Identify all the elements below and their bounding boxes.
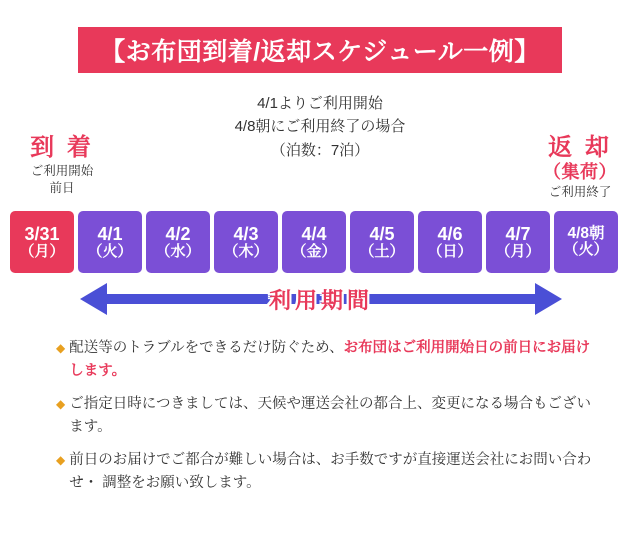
diamond-bullet-icon: ◆ [56, 452, 66, 467]
usage-summary-line-1: 4/1よりご利用開始 [257, 95, 383, 112]
note-text: ご指定日時につきましては、天候や運送会社の都合上、変更になる場合もございます。 [69, 395, 591, 436]
date-box [486, 211, 550, 273]
date-box-weekday: （月） [19, 242, 65, 260]
note-text: 前日のお届けでご都合が難しい場合は、お手数ですが直接運送会社にお問い合わせ・ 調整をお願い致します。 [69, 451, 592, 492]
arrival-label-note-1: ご利用開始 [30, 163, 94, 178]
usage-summary-line-2: 4/8朝にご利用終了の場合 [234, 118, 406, 136]
date-box-weekday: （水） [155, 242, 201, 260]
date-box-weekday: （月） [495, 242, 541, 260]
date-box-date: 4/7 [505, 223, 531, 244]
return-label [524, 134, 636, 201]
date-box-date: 4/3 [233, 223, 259, 244]
date-box [214, 211, 278, 273]
diamond-bullet-icon: ◆ [56, 396, 66, 411]
date-box-weekday: （木） [223, 242, 269, 260]
date-box [10, 211, 74, 273]
return-label-title: 返 却 [548, 134, 612, 161]
date-box-row [10, 211, 630, 273]
arrival-label [6, 134, 118, 197]
list-item [56, 337, 601, 384]
date-box-weekday: （土） [359, 242, 405, 260]
date-box-weekday: （火） [563, 241, 609, 259]
note-text-emphasis: お布団はご利用開始日の前日にお届けします。 [69, 340, 591, 380]
usage-period-label: 利用期間 [268, 288, 373, 313]
arrival-label-title: 到 着 [30, 134, 94, 161]
arrival-label-note-2: 前日 [49, 181, 75, 196]
date-box [350, 211, 414, 273]
diamond-bullet-icon: ◆ [56, 341, 66, 355]
header-banner [78, 27, 562, 73]
date-box [146, 211, 210, 273]
date-box-weekday: （火） [87, 242, 133, 260]
date-box [554, 211, 618, 273]
page-title: 【お布団到着/返却スケジュール一例】 [100, 38, 540, 66]
list-item [56, 393, 601, 440]
date-box-date: 4/1 [97, 223, 123, 244]
return-label-note: ご利用終了 [548, 185, 612, 200]
usage-summary-line-3: （泊数：7泊） [270, 141, 370, 159]
date-box [78, 211, 142, 273]
usage-summary [160, 92, 480, 162]
date-box-date: 4/5 [369, 223, 395, 244]
list-item [56, 449, 601, 496]
date-box-weekday: （金） [291, 242, 337, 260]
date-box [418, 211, 482, 273]
date-box-weekday: （日） [427, 242, 473, 260]
return-label-subtitle: （集荷） [543, 161, 617, 182]
note-text [69, 337, 601, 384]
date-box-date: 4/6 [437, 223, 463, 244]
date-box-date: 3/31 [24, 223, 60, 244]
note-text-plain: 配送等のトラブルをできるだけ防ぐため、 [69, 340, 344, 356]
date-box-date: 4/2 [165, 223, 191, 244]
date-box [282, 211, 346, 273]
date-box-date: 4/8朝 [567, 224, 605, 242]
notes-list [56, 337, 601, 505]
date-box-date: 4/4 [301, 223, 327, 244]
usage-period-arrow [80, 283, 562, 315]
